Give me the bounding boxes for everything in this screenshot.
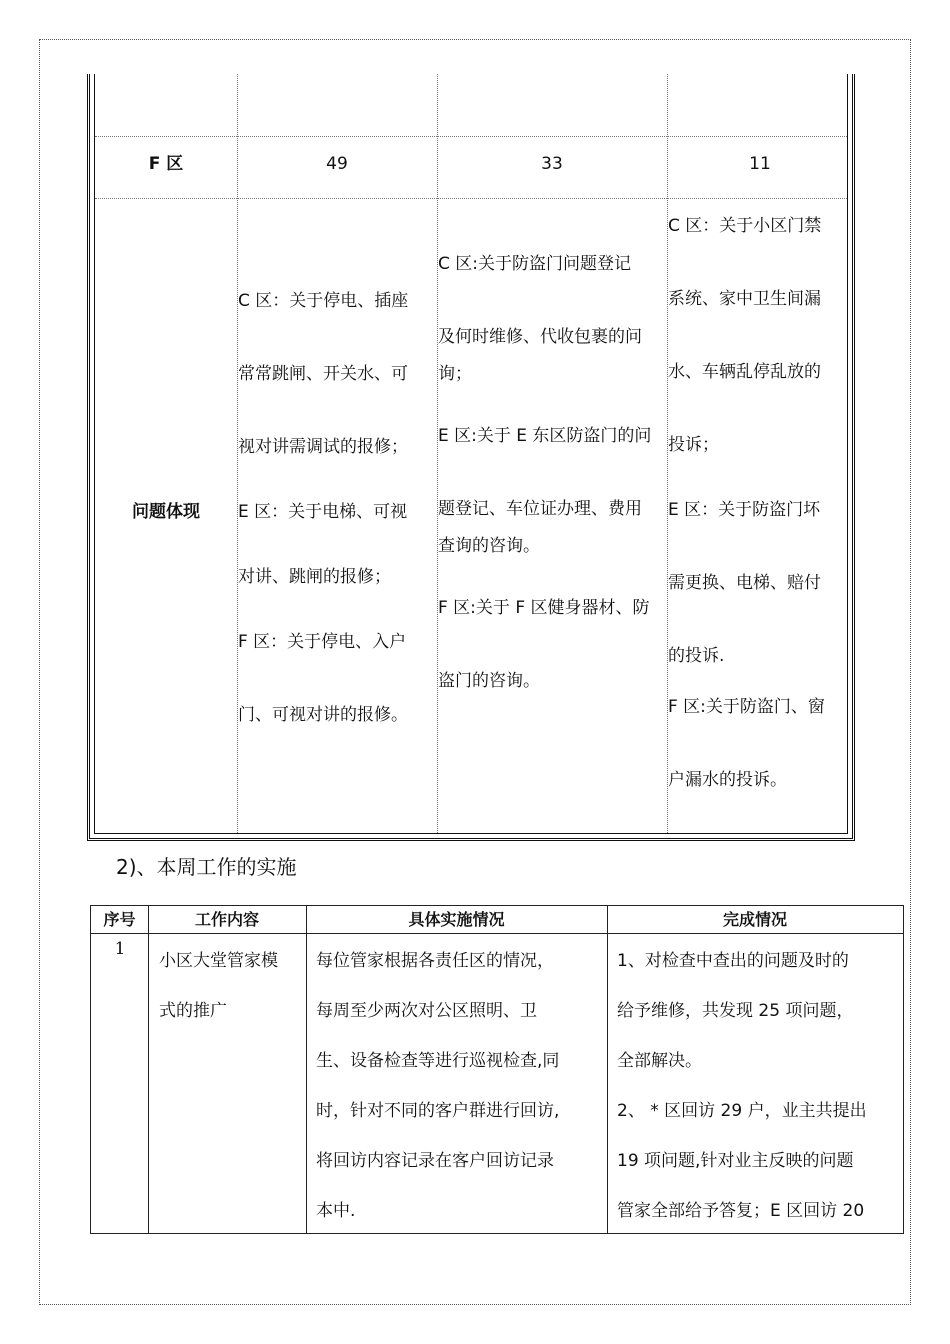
text-line: 常常跳闸、开关水、可 bbox=[238, 364, 408, 384]
row-seq-number: 1 bbox=[114, 939, 126, 959]
f-zone-value-3: 11 bbox=[749, 154, 771, 174]
row-divider bbox=[95, 198, 847, 199]
text-line: 需更换、电梯、赔付 bbox=[668, 573, 821, 593]
text-line: 给予维修，共发现 25 项问题， bbox=[617, 1001, 854, 1021]
header-content: 工作内容 bbox=[194, 910, 259, 929]
text-line: 题登记、车位证办理、费用 bbox=[438, 499, 642, 519]
text-line: 查询的咨询。 bbox=[438, 536, 540, 556]
text-line: 视对讲需调试的报修； bbox=[238, 437, 408, 457]
row-divider bbox=[95, 136, 847, 137]
f-zone-value-1: 49 bbox=[326, 154, 348, 174]
header-seq: 序号 bbox=[103, 910, 136, 929]
text-line: F 区:关于防盗门、窗 bbox=[668, 697, 825, 717]
text-line: 及何时维修、代收包裹的问 bbox=[438, 327, 642, 347]
text-line: 户漏水的投诉。 bbox=[668, 770, 787, 790]
text-line: C 区:关于防盗门问题登记 bbox=[438, 254, 632, 274]
text-line: 每位管家根据各责任区的情况， bbox=[316, 951, 554, 971]
header-result: 完成情况 bbox=[722, 910, 787, 929]
text-line: 对讲、跳闸的报修； bbox=[238, 567, 391, 587]
text-line: C 区：关于停电、插座 bbox=[238, 291, 409, 311]
text-line: 水、车辆乱停乱放的 bbox=[668, 362, 821, 382]
header-divider bbox=[91, 933, 903, 934]
row-detail bbox=[316, 936, 559, 1236]
statistics-table-inner bbox=[94, 74, 848, 834]
text-line: C 区：关于小区门禁 bbox=[668, 216, 822, 236]
header-detail: 具体实施情况 bbox=[408, 910, 505, 929]
text-line: 系统、家中卫生间漏 bbox=[668, 289, 821, 309]
problems-col-3 bbox=[668, 212, 852, 794]
text-line: 生、设备检查等进行巡视检查,同 bbox=[316, 1051, 560, 1071]
problems-col-2 bbox=[438, 250, 667, 695]
statistics-table bbox=[87, 74, 855, 841]
row-label-problems: 问题体现 bbox=[132, 502, 200, 522]
text-line: F 区：关于停电、入户 bbox=[238, 632, 407, 652]
text-line: 2、 * 区回访 29 户，业主共提出 bbox=[617, 1101, 867, 1121]
problems-col-1 bbox=[238, 287, 437, 729]
text-line: 管家全部给予答复；E 区回访 20 bbox=[617, 1201, 865, 1221]
section-heading: 2)、本周工作的实施 bbox=[116, 855, 297, 879]
text-line: 的投诉. bbox=[668, 646, 725, 666]
column-divider bbox=[607, 906, 608, 1233]
text-line: 投诉； bbox=[668, 435, 719, 455]
text-line: 盗门的咨询。 bbox=[438, 671, 540, 691]
text-line: E 区:关于 E 东区防盗门的问 bbox=[438, 426, 652, 446]
text-line: 将回访内容记录在客户回访记录 bbox=[316, 1151, 554, 1171]
text-line: 全部解决。 bbox=[617, 1051, 702, 1071]
row-label-f-zone: F 区 bbox=[148, 154, 184, 174]
text-line: E 区：关于电梯、可视 bbox=[238, 502, 408, 522]
text-line: 小区大堂管家模 bbox=[159, 951, 278, 971]
text-line: 1、对检查中查出的问题及时的 bbox=[617, 951, 849, 971]
work-implementation-table bbox=[90, 905, 904, 1234]
text-line: 每周至少两次对公区照明、卫 bbox=[316, 1001, 537, 1021]
text-line: 19 项问题,针对业主反映的问题 bbox=[617, 1151, 854, 1171]
text-line: 询； bbox=[438, 364, 472, 384]
text-line: 门、可视对讲的报修。 bbox=[238, 705, 408, 725]
row-content bbox=[159, 936, 278, 1036]
text-line: E 区：关于防盗门坏 bbox=[668, 500, 821, 520]
text-line: 本中. bbox=[316, 1201, 356, 1221]
text-line: 式的推广 bbox=[159, 1001, 227, 1021]
text-line: 时，针对不同的客户群进行回访, bbox=[316, 1101, 560, 1121]
row-result bbox=[617, 936, 867, 1236]
column-divider bbox=[306, 906, 307, 1233]
f-zone-value-2: 33 bbox=[541, 154, 563, 174]
text-line: F 区:关于 F 区健身器材、防 bbox=[438, 598, 650, 618]
